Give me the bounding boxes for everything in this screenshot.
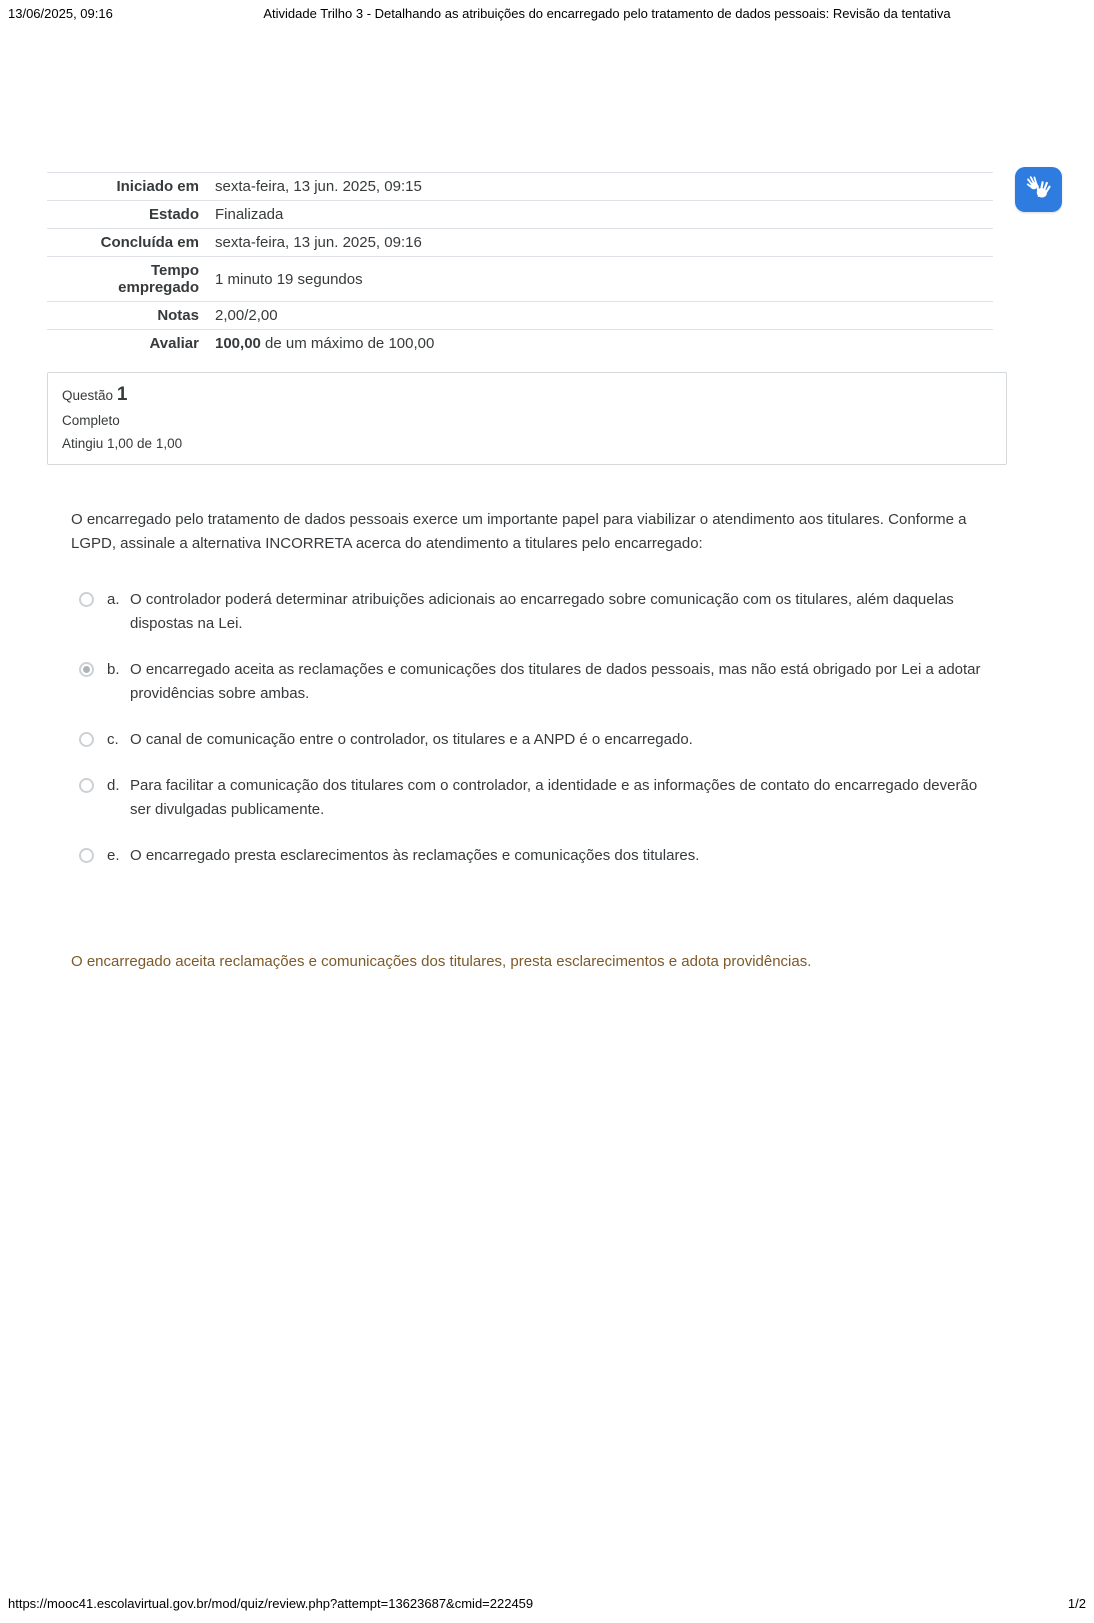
option-letter: b. <box>107 661 120 678</box>
table-row <box>47 330 993 358</box>
quiz-review-page <box>47 172 1007 974</box>
table-row <box>47 302 993 330</box>
print-datetime: 13/06/2025, 09:16 <box>8 6 113 21</box>
option-text: O encarregado aceita as reclamações e comunicações dos titulares de dados pessoais, mas não está obrigado por Lei a adotar providências sobre ambas. <box>130 661 981 702</box>
question-info-box <box>47 372 1007 465</box>
print-page-number: 1/2 <box>1067 1596 1086 1611</box>
table-row <box>47 257 993 302</box>
answer-option-c[interactable] <box>71 728 986 752</box>
radio-button[interactable] <box>79 662 94 677</box>
radio-button[interactable] <box>79 778 94 793</box>
accessibility-button[interactable] <box>1015 167 1062 212</box>
print-url: https://mooc41.escolavirtual.gov.br/mod/quiz/review.php?attempt=13623687&cmid=222459 <box>8 1596 534 1611</box>
question-content <box>71 508 986 974</box>
radio-button[interactable] <box>79 848 94 863</box>
print-footer <box>8 1596 1086 1613</box>
table-row <box>47 229 993 257</box>
answer-option-d[interactable] <box>71 774 986 822</box>
option-text: Para facilitar a comunicação dos titulares com o controlador, a identidade e as informações de contato do encarregado deverão ser divulgadas publicamente. <box>130 777 978 818</box>
question-number: Questão 1 <box>62 384 128 405</box>
row-value: 2,00/2,00 <box>215 307 278 324</box>
question-grade: Atingiu 1,00 de 1,00 <box>62 436 183 451</box>
row-label: Concluída em <box>100 234 199 251</box>
table-row <box>47 201 993 229</box>
attempt-summary-table <box>47 172 993 357</box>
print-header <box>8 6 1086 24</box>
option-text: O encarregado presta esclarecimentos às reclamações e comunicações dos titulares. <box>130 847 700 864</box>
option-text: O controlador poderá determinar atribuições adicionais ao encarregado sobre comunicação com os titulares, além daquelas dispostas na Lei. <box>130 591 954 632</box>
radio-button[interactable] <box>79 732 94 747</box>
hand-talk-libras-icon <box>1019 167 1059 212</box>
answer-option-e[interactable] <box>71 844 986 868</box>
row-label: Tempo empregado <box>118 262 199 296</box>
row-label: Notas <box>157 307 199 324</box>
option-text: O canal de comunicação entre o controlador, os titulares e a ANPD é o encarregado. <box>130 731 693 748</box>
row-value: de um máximo de 100,00 <box>260 335 435 352</box>
option-letter: c. <box>107 731 119 748</box>
question-state: Completo <box>62 413 120 428</box>
question-text: O encarregado pelo tratamento de dados pessoais exerce um importante papel para viabilizar o atendimento aos titulares. Conforme a LGPD, assinale a alternativa INCORRETA acerca do atendimento a titulares pelo encarregado: <box>71 511 967 552</box>
radio-button[interactable] <box>79 592 94 607</box>
row-value: sexta-feira, 13 jun. 2025, 09:15 <box>215 178 422 195</box>
row-value: 1 minuto 19 segundos <box>215 270 363 288</box>
option-letter: d. <box>107 777 120 794</box>
general-feedback: O encarregado aceita reclamações e comunicações dos titulares, presta esclarecimentos e adota providências. <box>71 953 812 970</box>
answer-option-a[interactable] <box>71 588 986 636</box>
row-value: sexta-feira, 13 jun. 2025, 09:16 <box>215 234 422 251</box>
row-value-grade: 100,00 <box>215 335 261 352</box>
answer-option-b[interactable] <box>71 658 986 706</box>
table-row <box>47 173 993 201</box>
option-letter: e. <box>107 847 120 864</box>
row-label: Iniciado em <box>116 178 199 195</box>
print-page-title: Atividade Trilho 3 - Detalhando as atribuições do encarregado pelo tratamento de dados pessoais: Revisão da tentativa <box>263 6 951 21</box>
option-letter: a. <box>107 591 120 608</box>
row-label: Avaliar <box>149 335 199 352</box>
row-label: Estado <box>148 206 199 223</box>
row-value: Finalizada <box>215 206 284 223</box>
